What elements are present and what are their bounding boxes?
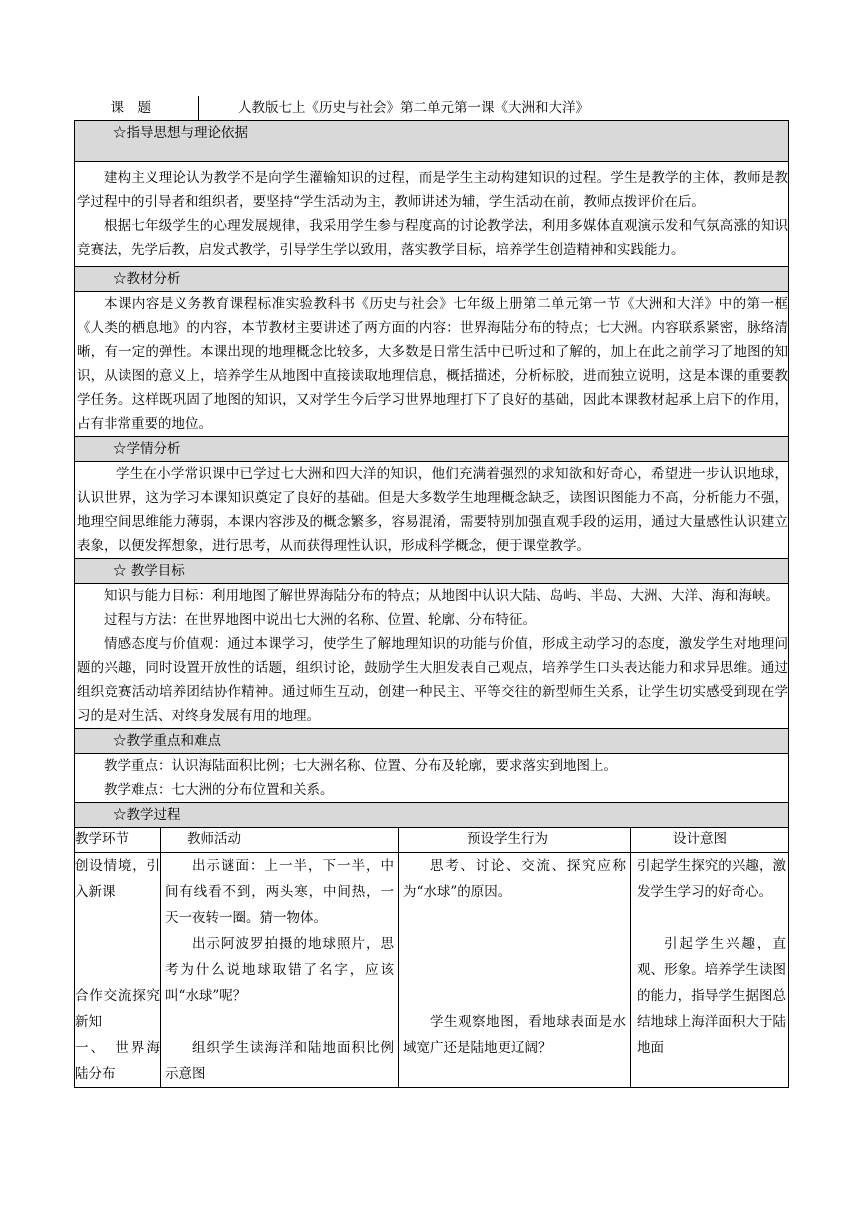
textbook-body-row xyxy=(75,292,789,437)
guiding-body-row xyxy=(75,162,789,267)
stage-2: 合作交流探究新知 xyxy=(75,988,160,1030)
teacher-cell xyxy=(161,853,399,1088)
textbook-body xyxy=(75,292,789,437)
process-table xyxy=(74,827,789,1088)
process-column-header-row xyxy=(75,828,789,853)
learners-paragraph-1: 学生在小学常识课中已学过七大洲和四大洋的知识，他们充满着强烈的求知欲和好奇心，希望进一步认识地球，认识世界，这为学习本课知识奠定了良好的基础。但是大多数学生地理概念缺乏，读图识图能力不高，分析能力不强，地理空间思维能力薄弱，本课内容涉及的概念繁多，容易混淆，需要特别加强直观手段的运用，通过大量感性认识建立表象，以便发挥想象，进行思考，从而获得理性认识，形成科学概念，便于课堂教学。 xyxy=(77,466,788,554)
learners-header-row xyxy=(75,437,789,462)
stage-1: 创设情境，引入新课 xyxy=(75,858,160,900)
process-header-row xyxy=(75,803,789,828)
column-student: 预设学生行为 xyxy=(399,828,631,853)
goals-body-row xyxy=(75,584,789,729)
design-intent-2: 引起学生兴趣，直观、形象。培养学生读图的能力，指导学生据图总结地球上海洋面积大于陆地面 xyxy=(637,936,786,1056)
learners-body-row xyxy=(75,462,789,559)
goals-body xyxy=(75,584,789,729)
goals-header-row xyxy=(75,559,789,584)
keypoints-paragraph-1: 教学重点：认识海陆面积比例；七大洲名称、位置、分布及轮廓，要求落实到地图上。 xyxy=(104,758,617,774)
guiding-paragraph-2: 根据七年级学生的心理发展规律，我采用学生参与程度高的讨论教学法，利用多媒体直观演示发和气氛高涨的知识竞赛法，先学后教，启发式教学，引导学生学以致用，落实教学目标，培养学生创造精神和实践能力。 xyxy=(77,218,788,258)
teacher-activity-3: 组织学生读海洋和陆地面积比例示意图 xyxy=(165,1040,394,1082)
keypoints-header: ☆教学重点和难点 xyxy=(75,729,789,754)
guiding-header: ☆指导思想与理论依据 xyxy=(75,121,789,162)
keypoints-body-row xyxy=(75,754,789,803)
textbook-header-row xyxy=(75,267,789,292)
guiding-paragraph-1: 建构主义理论认为教学不是向学生灌输知识的过程，而是学生主动构建知识的过程。学生是教学的主体，教师是教学过程中的引导者和组织者，要坚持“学生活动为主，教师讲述为辅，学生活动在前，教师点拨评价在后。 xyxy=(77,170,788,210)
textbook-header: ☆教材分析 xyxy=(75,267,789,292)
keypoints-paragraph-2: 教学难点：七大洲的分布位置和关系。 xyxy=(104,782,334,798)
keypoints-header-row xyxy=(75,729,789,754)
stage-cell xyxy=(75,853,161,1088)
teacher-activity-2: 出示阿波罗拍摄的地球照片，思考为什么说地球取错了名字，应该叫“水球”呢？ xyxy=(165,936,394,1004)
intent-cell xyxy=(631,853,789,1088)
lesson-plan-document xyxy=(74,96,788,1088)
student-behavior-2: 学生观察地图，看地球表面是水域宽广还是陆地更辽阔？ xyxy=(403,1014,626,1056)
subject-value: 人教版七上《历史与社会》第二单元第一课《大洲和大洋》 xyxy=(199,96,789,121)
process-header: ☆教学过程 xyxy=(75,803,789,828)
learners-header: ☆学情分析 xyxy=(75,437,789,462)
column-teacher: 教师活动 xyxy=(161,828,399,853)
stage-3: 一、 世界海陆分布 xyxy=(75,1040,160,1082)
guiding-header-row xyxy=(75,121,789,162)
student-cell xyxy=(399,853,631,1088)
goals-paragraph-3: 情感态度与价值观：通过本课学习，使学生了解地理知识的功能与价值，形成主动学习的态度，激发学生对地理问题的兴趣，同时设置开放性的话题，组织讨论，鼓励学生大胆发表自己观点，培养学生口头表达能力和求异思维。通过组织竞赛活动培养团结协作精神。通过师生互动，创建一种民主、平等交往的新型师生关系，让学生切实感受到现在学习的是对生活、对终身发展有用的地理。 xyxy=(77,636,788,724)
subject-row xyxy=(75,96,789,121)
guiding-body xyxy=(75,162,789,267)
goals-paragraph-1: 知识与能力目标：利用地图了解世界海陆分布的特点；从地图中认识大陆、岛屿、半岛、大洲、大洋、海和海峡。 xyxy=(104,588,779,604)
process-row-1 xyxy=(75,853,789,1088)
column-intent: 设计意图 xyxy=(631,828,789,853)
design-intent-1: 引起学生探究的兴趣，激发学生学习的好奇心。 xyxy=(637,858,786,900)
lesson-plan-table xyxy=(74,96,789,828)
textbook-paragraph-1: 本课内容是义务教育课程标准实验教科书《历史与社会》七年级上册第二单元第一节《大洲和大洋》中的第一框《人类的栖息地》的内容，本节教材主要讲述了两方面的内容：世界海陆分布的特点；七大洲。内容联系紧密，脉络清晰，有一定的弹性。本课出现的地理概念比较多，大多数是日常生活中已听过和了解的，加上在此之前学习了地图的知识，从读图的意义上，培养学生从地图中直接读取地理信息，概括描述，分析标胶，进而独立说明，这是本课的重要教学任务。这样既巩固了地图的知识，又对学生今后学习世界地理打下了良好的基础，因此本课教材起承上启下的作用，占有非常重要的地位。 xyxy=(77,296,788,432)
goals-paragraph-2: 过程与方法：在世界地图中说出七大洲的名称、位置、轮廓、分布特征。 xyxy=(104,612,536,628)
teacher-activity-1: 出示谜面：上一半，下一半，中间有线看不到，两头寒，中间热，一天一夜转一圈。猜一物体。 xyxy=(165,858,394,926)
keypoints-body xyxy=(75,754,789,803)
subject-label: 课 题 xyxy=(75,96,199,121)
goals-header: ☆ 教学目标 xyxy=(75,559,789,584)
student-behavior-1: 思考、讨论、交流、探究应称为“水球”的原因。 xyxy=(403,858,626,900)
column-stage: 教学环节 xyxy=(75,828,161,853)
learners-body xyxy=(75,462,789,559)
